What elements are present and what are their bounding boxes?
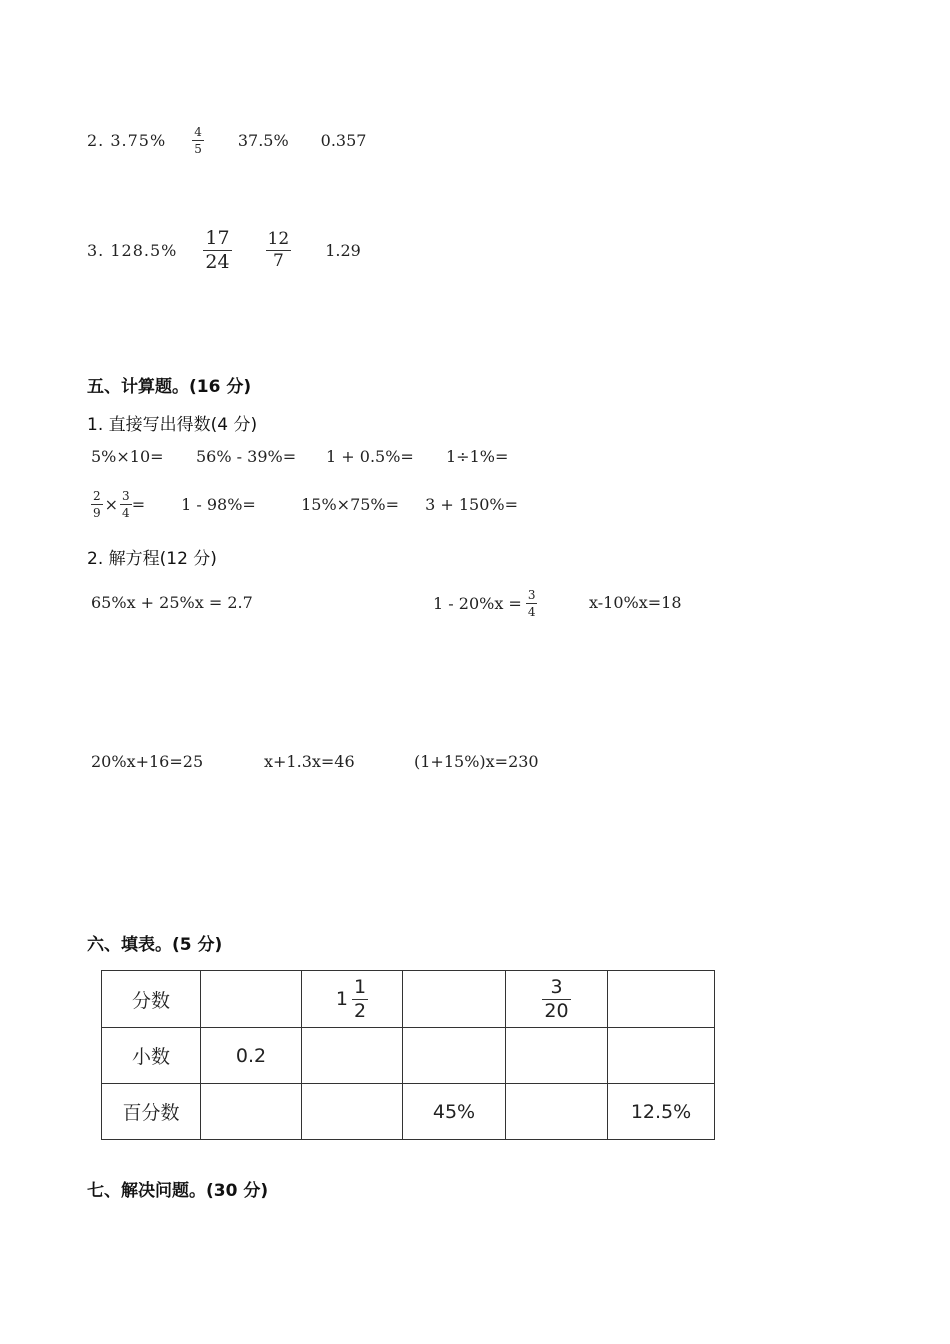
equations-row2 <box>91 752 539 771</box>
table-cell: 0.2 <box>201 1028 302 1084</box>
table-cell[interactable] <box>302 1084 403 1140</box>
equation: 65%x + 25%x = 2.7 <box>91 593 253 612</box>
section5-heading: 五、计算题。(16 分) <box>87 377 252 397</box>
q4-line3 <box>87 222 361 278</box>
q4-line3-prefix: 3. 128.5% <box>87 240 178 260</box>
table-cell[interactable] <box>506 1084 608 1140</box>
q4-line3-fraction2 <box>266 228 292 271</box>
table-cell[interactable] <box>201 971 302 1028</box>
fraction-denominator: 4 <box>122 505 130 520</box>
fraction-numerator: 4 <box>194 124 202 139</box>
fraction-denominator: 9 <box>93 505 101 520</box>
table-cell-fraction <box>506 971 608 1028</box>
fraction-denominator: 7 <box>272 250 284 271</box>
times-sign: × <box>104 494 119 514</box>
direct-answer-item: 1 - 98%= <box>181 494 256 514</box>
equation: 20%x+16=25 <box>91 752 204 771</box>
equation-fraction <box>526 589 538 618</box>
direct-answers-row2 <box>91 484 518 524</box>
fraction-numerator: 3 <box>550 975 563 998</box>
q4-line2-prefix: 2. 3.75% <box>87 130 167 150</box>
section5-part1-title: 1. 直接写出得数(4 分) <box>87 415 258 435</box>
section5-part2-title: 2. 解方程(12 分) <box>87 549 217 569</box>
fraction-denominator: 24 <box>205 250 230 273</box>
table-cell[interactable] <box>506 1028 608 1084</box>
table-row <box>102 1084 715 1140</box>
table-cell-mixed-number <box>302 971 403 1028</box>
q4-line3-value1: 1.29 <box>325 240 361 260</box>
section6-heading: 六、填表。(5 分) <box>87 935 223 955</box>
row-label: 百分数 <box>102 1084 201 1140</box>
fraction-denominator: 20 <box>544 999 569 1022</box>
equation: x-10%x=18 <box>589 593 682 612</box>
equation-prefix: 1 - 20%x = <box>433 593 522 613</box>
direct-answer-item: 5%×10= <box>91 447 164 466</box>
direct-answer-fraction-b <box>120 490 132 519</box>
table-cell[interactable] <box>302 1028 403 1084</box>
q4-line2-value2: 0.357 <box>320 130 367 150</box>
fraction-numerator: 1 <box>354 975 367 998</box>
equation: x+1.3x=46 <box>264 752 355 771</box>
fraction-numerator: 3 <box>122 488 130 503</box>
direct-answer-item: 56% - 39%= <box>196 447 297 466</box>
equation-with-fraction <box>433 583 537 623</box>
section7-heading: 七、解决问题。(30 分) <box>87 1181 269 1201</box>
table-cell: 12.5% <box>608 1084 715 1140</box>
fraction-numerator: 12 <box>267 228 290 249</box>
table-cell[interactable] <box>608 1028 715 1084</box>
fraction-numerator: 17 <box>205 226 230 249</box>
q4-line2-fraction <box>192 126 204 155</box>
equations-row1 <box>91 583 791 623</box>
direct-answer-item: 1 + 0.5%= <box>326 447 414 466</box>
table-cell[interactable] <box>403 1028 506 1084</box>
table-row <box>102 971 715 1028</box>
direct-answer-fraction-a <box>91 490 103 519</box>
equation: (1+15%)x=230 <box>414 752 539 771</box>
q4-line3-fraction1 <box>203 226 231 273</box>
fraction-numerator: 2 <box>93 488 101 503</box>
direct-answer-item: 3 + 150%= <box>425 494 518 514</box>
fraction-numerator: 3 <box>527 587 536 602</box>
table-cell[interactable] <box>403 971 506 1028</box>
table-cell[interactable] <box>201 1084 302 1140</box>
fraction-denominator: 5 <box>194 141 202 156</box>
table-row <box>102 1028 715 1084</box>
row-label: 分数 <box>102 971 201 1028</box>
table-fraction <box>542 975 570 1022</box>
table-cell: 45% <box>403 1084 506 1140</box>
table-cell[interactable] <box>608 971 715 1028</box>
mixed-fraction <box>352 975 368 1022</box>
direct-answer-item: 1÷1%= <box>446 447 509 466</box>
q4-line2-value1: 37.5% <box>237 130 289 150</box>
direct-answers-row1 <box>91 447 508 466</box>
q4-line2 <box>87 118 366 162</box>
fraction-denominator: 2 <box>354 999 367 1022</box>
row-label: 小数 <box>102 1028 201 1084</box>
equals-sign: = <box>131 494 146 514</box>
mixed-whole: 1 <box>335 988 348 1010</box>
fraction-denominator: 4 <box>527 604 536 619</box>
conversion-table <box>101 970 715 1140</box>
direct-answer-item: 15%×75%= <box>301 494 400 514</box>
